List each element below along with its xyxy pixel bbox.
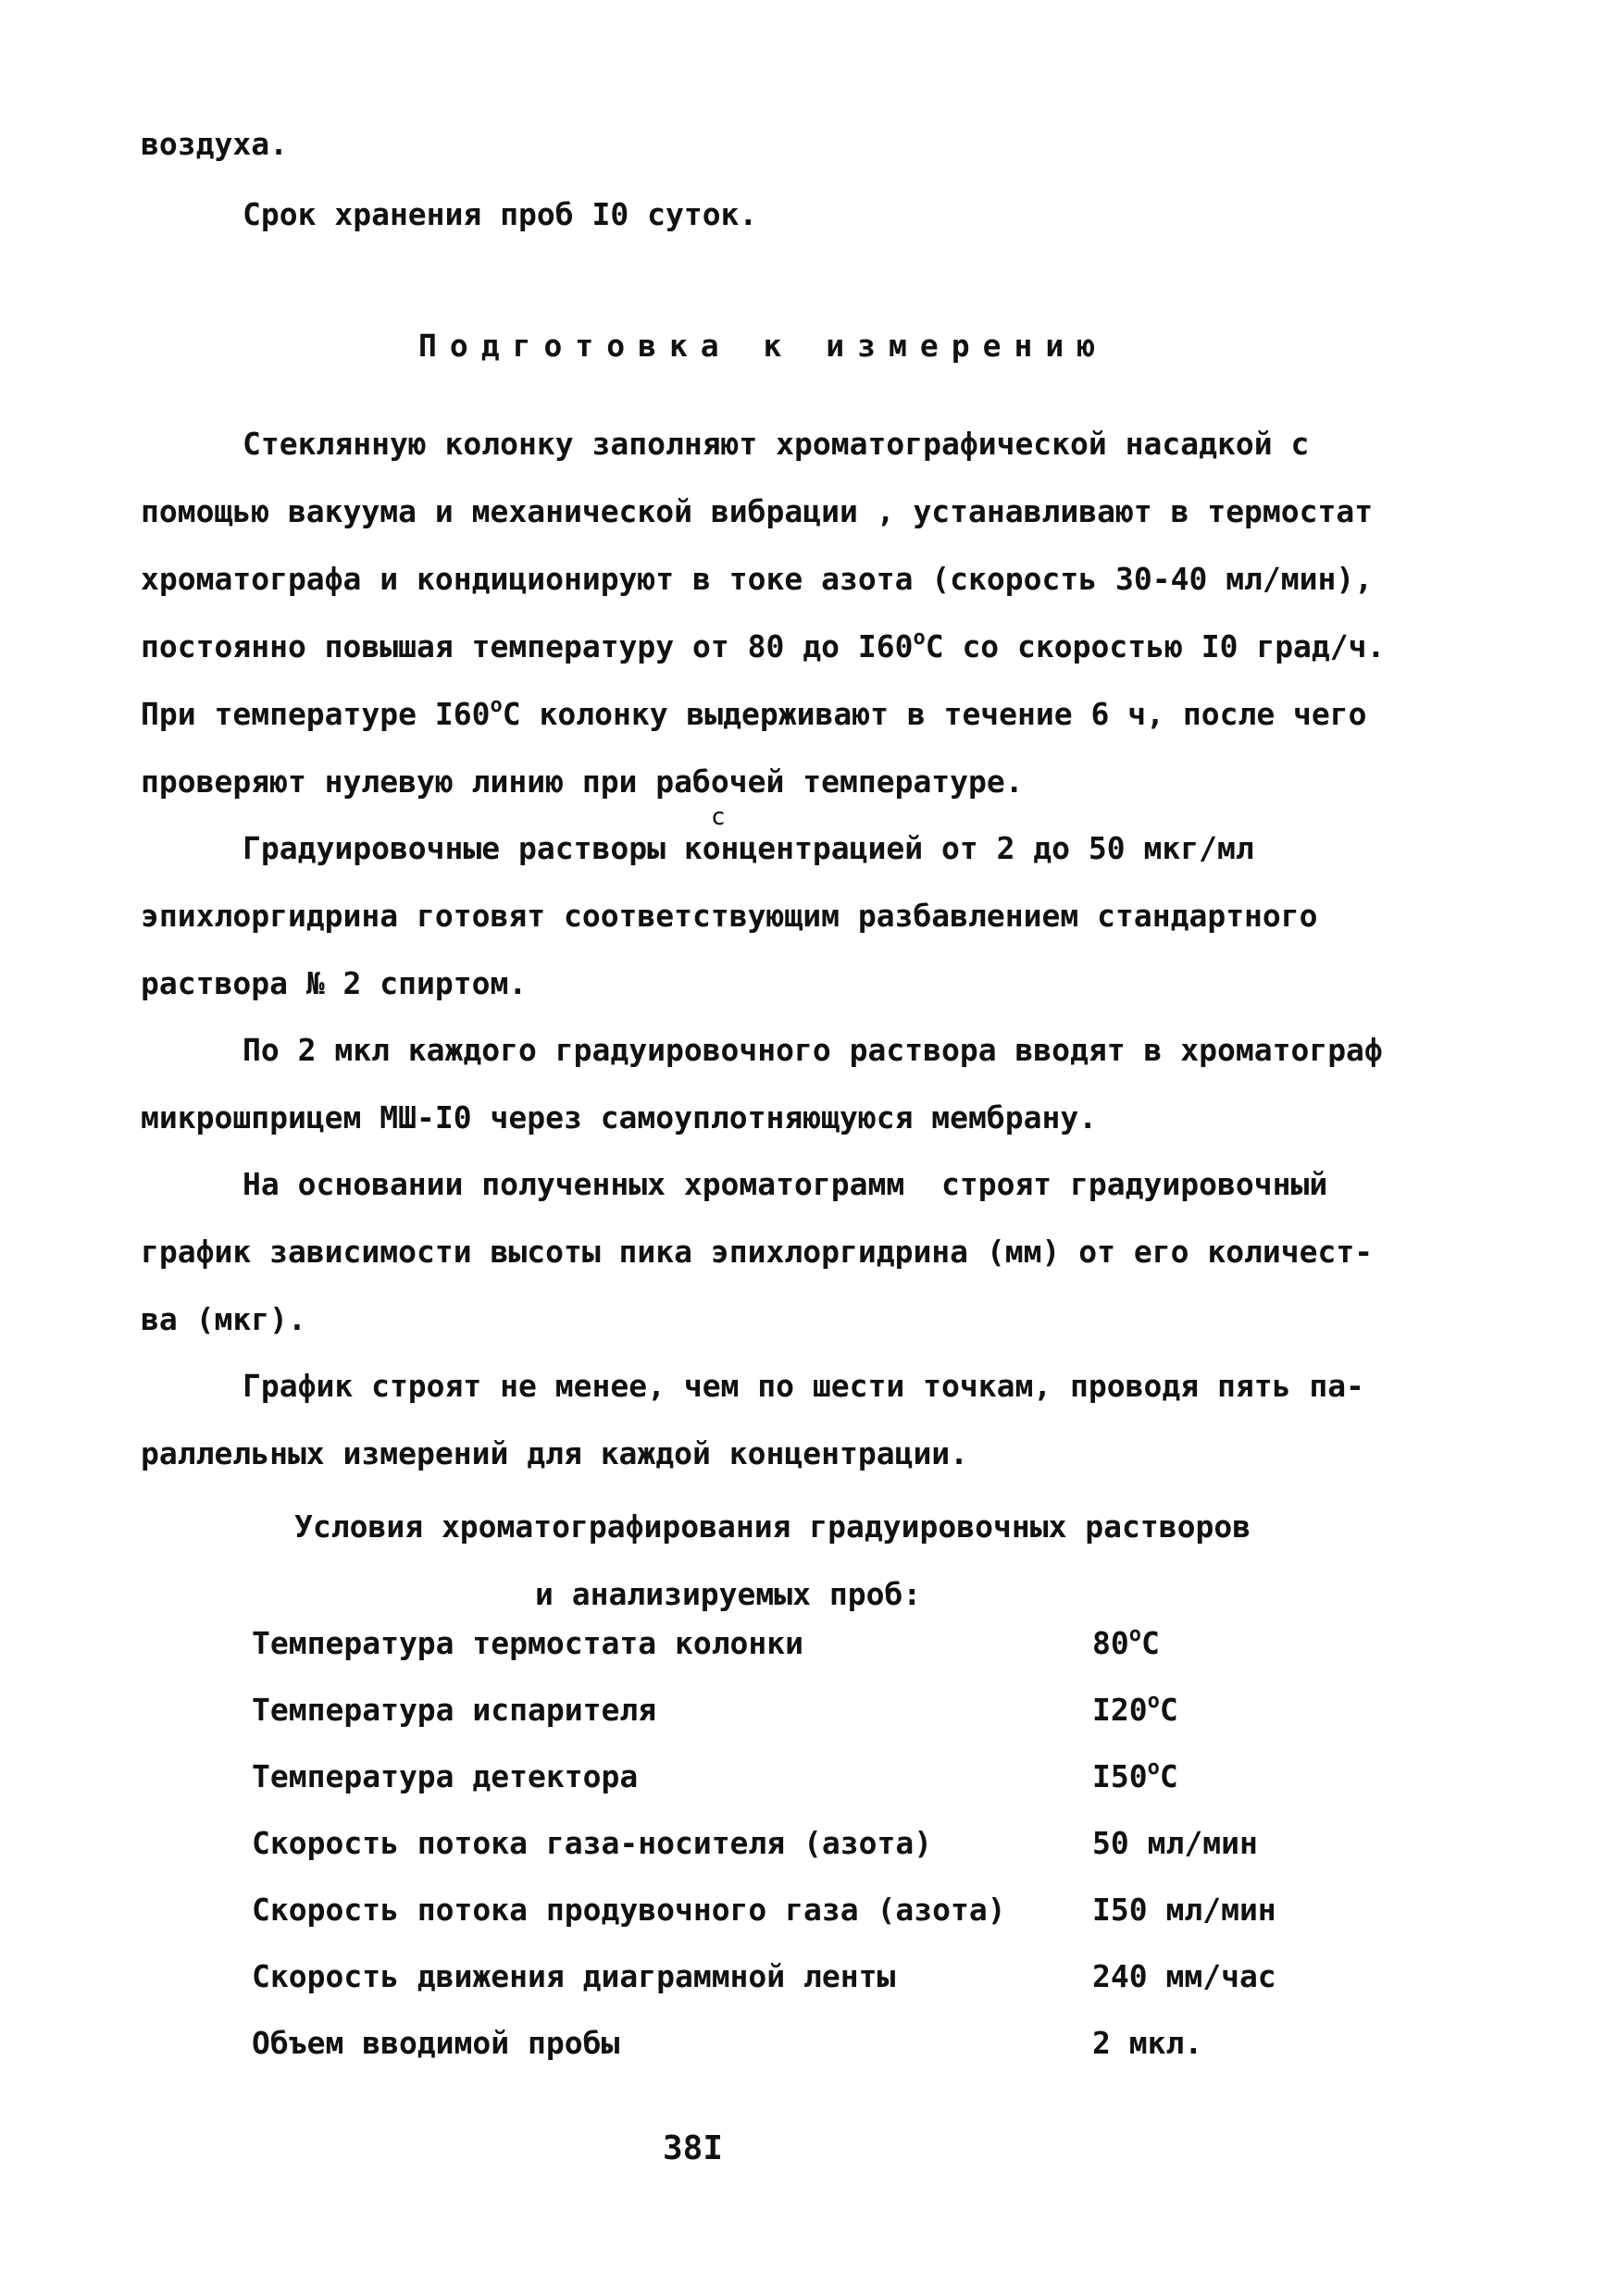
value-number: 240 мм/час: [1092, 1958, 1276, 1994]
text-line: Стеклянную колонку заполняют хроматографической насадкой с: [243, 426, 1310, 462]
conditions-row: [252, 1825, 1409, 1892]
text-line: помощью вакуума и механической вибрации , устанавливают в термостат: [141, 493, 1374, 529]
conditions-table: [252, 1625, 1409, 2091]
text-segment: постоянно повышая температуру от 80 до I60: [141, 628, 914, 664]
degree-sign: o: [1147, 1756, 1160, 1780]
condition-value: [1092, 1692, 1178, 1729]
degree-sign: o: [1147, 1690, 1160, 1713]
condition-value: [1092, 2025, 1202, 2062]
text-line: [141, 696, 1367, 733]
degree-sign: o: [490, 694, 503, 717]
text-line: эпихлоргидрина готовят соответствующим разбавлением стандартного: [141, 898, 1318, 934]
text-line: раствора № 2 спиртом.: [141, 965, 528, 1001]
text-line: [141, 628, 1385, 665]
conditions-title: Условия хроматографирования градуировочных растворов: [294, 1508, 1251, 1545]
conditions-row: [252, 2025, 1409, 2091]
conditions-row: [252, 1692, 1409, 1758]
conditions-row: [252, 1958, 1409, 2025]
conditions-row: [252, 1625, 1409, 1692]
condition-name: Скорость потока газа-носителя (азота): [252, 1825, 933, 1861]
text-segment: При температуре I60: [141, 696, 491, 732]
condition-name: Скорость потока продувочного газа (азота): [252, 1892, 1006, 1928]
value-number: 50 мл/мин: [1092, 1825, 1258, 1861]
text-line: график зависимости высоты пика эпихлоргидрина (мм) от его количест-: [141, 1234, 1374, 1270]
value-unit: С: [1159, 1692, 1178, 1728]
value-number: I20: [1092, 1692, 1148, 1728]
condition-value: [1092, 1758, 1178, 1795]
text-line: раллельных измерений для каждой концентрации.: [141, 1435, 969, 1471]
text-line: воздуха.: [141, 126, 288, 162]
condition-name: Температура детектора: [252, 1758, 639, 1794]
conditions-title: и анализируемых проб:: [535, 1576, 922, 1612]
value-unit: С: [1141, 1625, 1160, 1661]
value-number: I50: [1092, 1758, 1148, 1794]
condition-name: Скорость движения диаграммной ленты: [252, 1958, 896, 1994]
text-line: По 2 мкл каждого градуировочного раствора вводят в хроматограф: [243, 1032, 1383, 1068]
text-line: Градуировочные растворы концентрацией от 2 до 50 мкг/мл: [243, 830, 1254, 866]
page-number: 38I: [663, 2129, 724, 2167]
text-line: проверяют нулевую линию при рабочей температуре.: [141, 763, 1024, 800]
condition-name: Объем вводимой пробы: [252, 2025, 620, 2061]
degree-sign: o: [913, 627, 926, 650]
condition-value: [1092, 1825, 1258, 1862]
condition-name: Температура испарителя: [252, 1692, 657, 1728]
degree-sign: o: [1128, 1623, 1141, 1646]
condition-value: [1092, 1625, 1160, 1662]
handwritten-insertion: с: [711, 803, 726, 831]
text-line: хроматографа и кондиционируют в токе азота (скорость 30-40 мл/мин),: [141, 561, 1374, 597]
text-segment: С колонку выдерживают в течение 6 ч, после чего: [502, 696, 1367, 732]
condition-name: Температура термостата колонки: [252, 1625, 804, 1661]
value-number: 80: [1092, 1625, 1129, 1661]
text-line: микрошприцем МШ-I0 через самоуплотняющуюся мембрану.: [141, 1099, 1098, 1136]
condition-value: [1092, 1892, 1276, 1929]
value-unit: С: [1159, 1758, 1178, 1794]
condition-value: [1092, 1958, 1276, 1995]
conditions-row: [252, 1892, 1409, 1958]
section-heading: Подготовка к измерению: [418, 328, 1109, 364]
value-number: 2 мкл.: [1092, 2025, 1203, 2061]
text-line: ва (мкг).: [141, 1301, 306, 1337]
text-line: Срок хранения проб I0 суток.: [243, 196, 758, 232]
conditions-row: [252, 1758, 1409, 1825]
value-number: I50 мл/мин: [1092, 1892, 1276, 1928]
text-line: На основании полученных хроматограмм строят градуировочный: [243, 1166, 1328, 1202]
text-segment: С со скоростью I0 град/ч.: [925, 628, 1386, 664]
text-line: График строят не менее, чем по шести точкам, проводя пять па-: [243, 1368, 1364, 1404]
